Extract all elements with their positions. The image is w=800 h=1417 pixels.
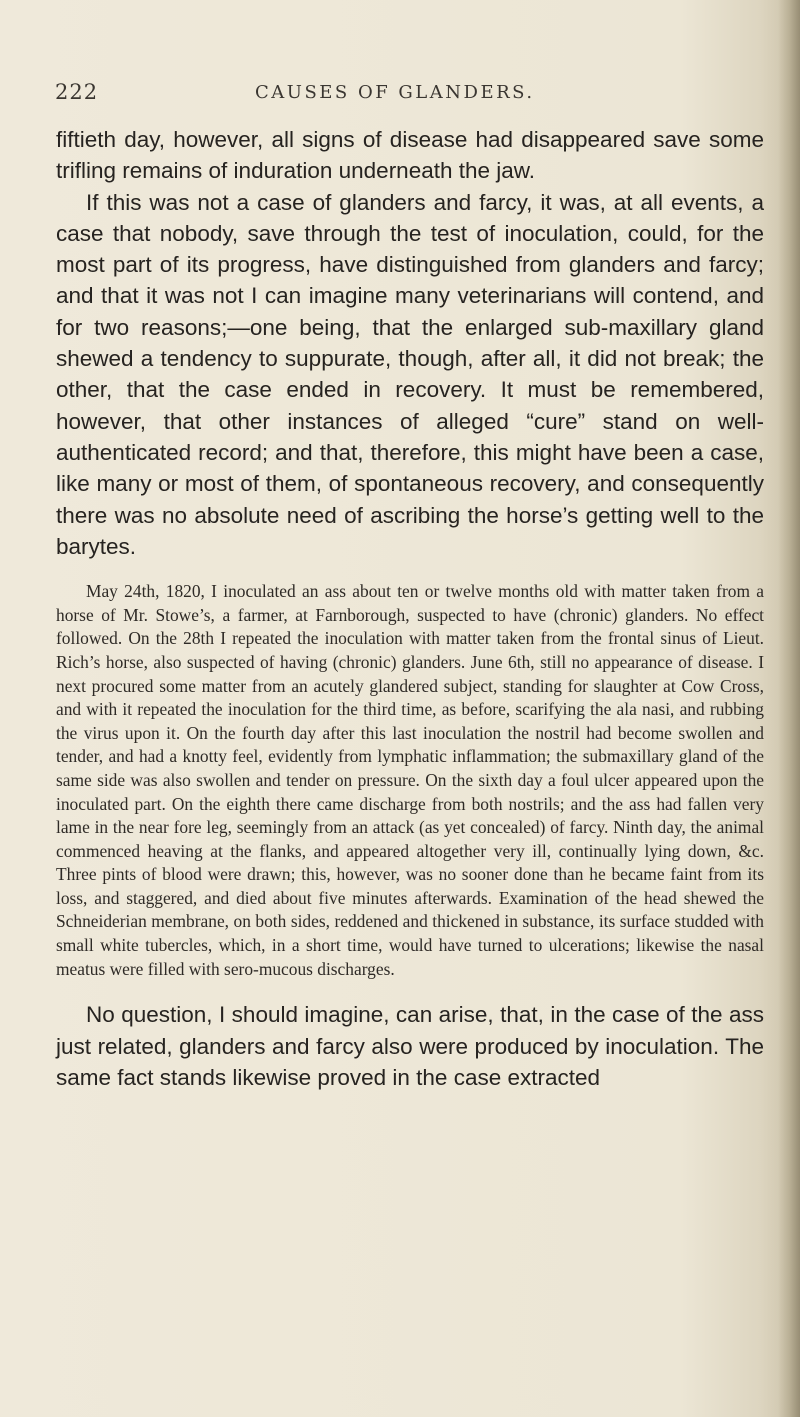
body-text [56,124,764,1093]
running-head: CAUSES OF GLANDERS. [255,82,535,103]
paragraph-main: If this was not a case of glanders and farcy, it was, at all events, a case that nobody, save through the test of inoculation, could, for the most part of its progress, have distinguished from glanders and farcy; and that it was not I can imagine many veterinarians will contend, and for two reasons;—one being, that the enlarged sub-maxillary gland shewed a tendency to suppurate, though, after all, it did not break; the other, that the case ended in recovery. It must be remembered, however, that other instances of alleged “cure” stand on well-authenticated record; and that, therefore, this might have been a case, like many or most of them, of spontaneous recovery, and consequently there was no absolute need of ascribing the horse’s getting well to the barytes. [56,189,764,559]
page-header [55,80,755,120]
page-number: 222 [55,80,99,104]
paragraph-case-report: May 24th, 1820, I inoculated an ass about ten or twelve months old with matter taken from a horse of Mr. Stowe’s, a farmer, at Farnborough, suspected to have (chronic) glanders. No effect followed. On the 28th I repeated the inoculation with matter taken from the frontal sinus of Lieut. Rich’s horse, also suspected of having (chronic) glanders. June 6th, still no appearance of disease. I next procured some matter from an acutely glandered subject, standing for slaughter at Cow Cross, and with it repeated the inoculation for the third time, as before, scarifying the ala nasi, and rubbing the virus upon it. On the fourth day after this last inoculation the nostril had become swollen and tender, and had a knotty feel, evidently from lymphatic inflammation; the submaxillary gland of the same side was also swollen and tender on pressure. On the sixth day a foul ulcer appeared upon the inoculated part. On the eighth there came discharge from both nostrils; and the ass had fallen very lame in the near fore leg, seemingly from an attack (as yet concealed) of farcy. Ninth day, the animal commenced heaving at the flanks, and appeared altogether very ill, continually lying down, &c. Three pints of blood were drawn; this, however, was no sooner done than he became faint from its loss, and staggered, and died about five minutes afterwards. Examination of the head shewed the Schneiderian membrane, on both sides, reddened and thickened in substance, its surface studded with small white tubercles, which, in a short time, would have turned to ulcerations; likewise the nasal meatus were filled with sero-mucous discharges. [56,581,764,979]
paragraph-continued: fiftieth day, however, all signs of disease had disappeared save some trifling remains of induration underneath the jaw. [56,127,764,184]
paragraph-conclusion: No question, I should imagine, can arise, that, in the case of the ass just related, glanders and farcy also were produced by inoculation. The same fact stands likewise proved in the case extracted [56,1002,764,1090]
page-edge-shadow [778,0,800,1417]
